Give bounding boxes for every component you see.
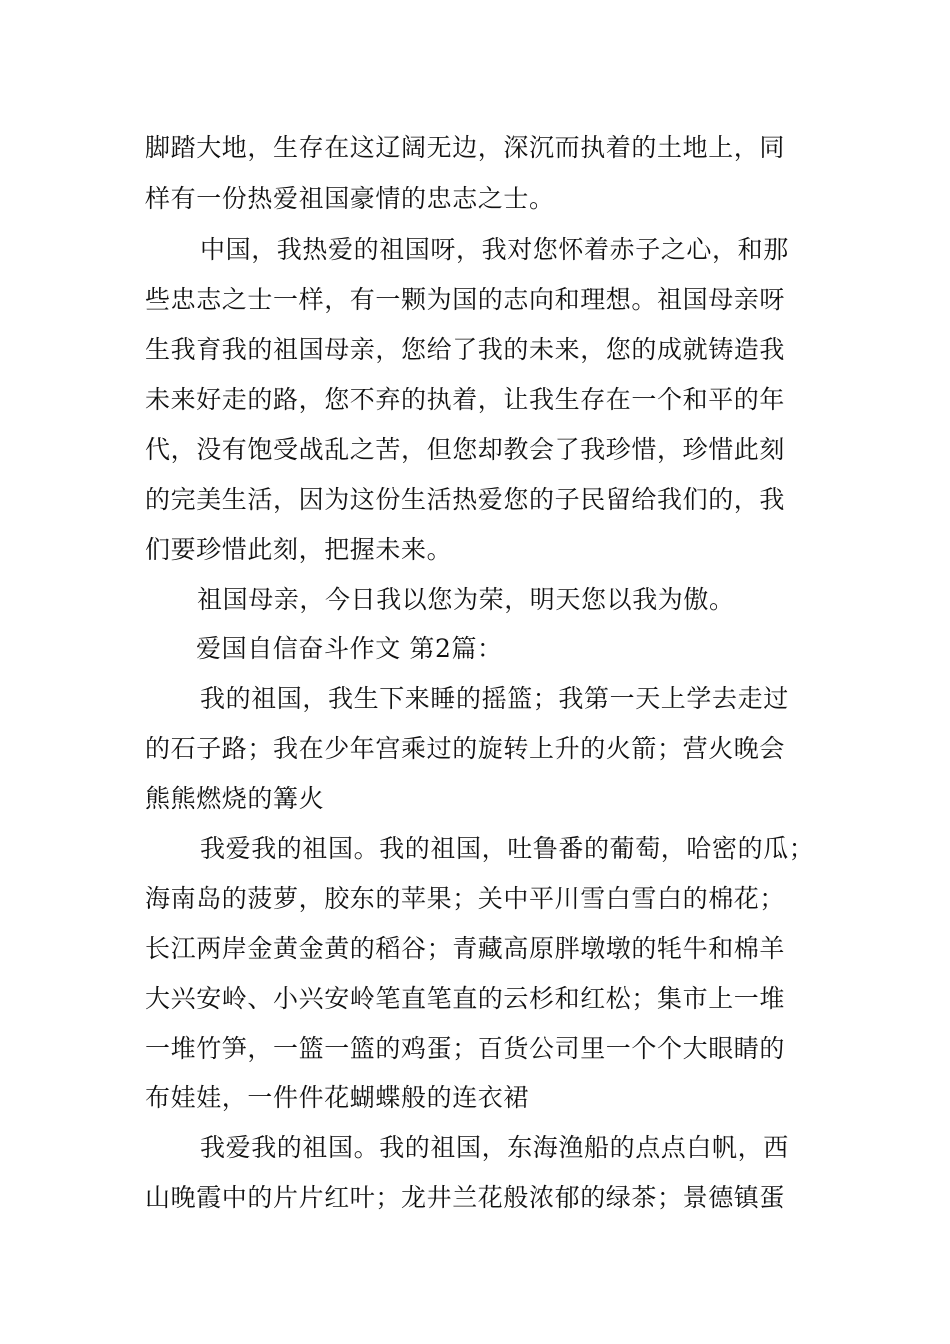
text-line: 长江两岸金黄金黄的稻谷；青藏高原胖墩墩的牦牛和棉羊	[145, 934, 786, 963]
text-line: 中国，我热爱的祖国呀，我对您怀着赤子之心，和那	[200, 235, 789, 264]
text-line: 祖国母亲，今日我以您为荣，明天您以我为傲。	[197, 585, 735, 614]
text-line: 山晚霞中的片片红叶；龙井兰花般浓郁的绿茶；景德镇蛋	[145, 1183, 786, 1212]
text-line: 代，没有饱受战乱之苦，但您却教会了我珍惜，珍惜此刻	[145, 435, 786, 464]
text-line: 脚踏大地，生存在这辽阔无边，深沉而执着的土地上，同	[145, 133, 786, 162]
text-line: 熊熊燃烧的篝火	[145, 784, 325, 813]
text-line: 布娃娃，一件件花蝴蝶般的连衣裙	[145, 1083, 530, 1112]
text-line: 我爱我的祖国。我的祖国，东海渔船的点点白帆，西	[200, 1133, 789, 1162]
text-line: 我爱我的祖国。我的祖国，吐鲁番的葡萄，哈密的瓜；	[200, 834, 815, 863]
text-line: 的完美生活，因为这份生活热爱您的子民留给我们的，我	[145, 485, 786, 514]
text-line: 未来好走的路，您不弃的执着，让我生存在一个和平的年	[145, 385, 786, 414]
text-line: 样有一份热爱祖国豪情的忠志之士。	[145, 184, 555, 213]
text-line: 们要珍惜此刻，把握未来。	[145, 535, 453, 564]
section-heading: 爱国自信奋斗作文 第2篇：	[196, 634, 503, 663]
text-line: 大兴安岭、小兴安岭笔直笔直的云杉和红松；集市上一堆	[145, 984, 786, 1013]
text-line: 海南岛的菠萝，胶东的苹果；关中平川雪白雪白的棉花；	[145, 884, 786, 913]
text-line: 生我育我的祖国母亲，您给了我的未来，您的成就铸造我	[145, 335, 786, 364]
text-line: 一堆竹笋，一篮一篮的鸡蛋；百货公司里一个个大眼睛的	[145, 1034, 786, 1063]
text-line: 我的祖国，我生下来睡的摇篮；我第一天上学去走过	[200, 684, 789, 713]
text-line: 些忠志之士一样，有一颗为国的志向和理想。祖国母亲呀	[145, 285, 786, 314]
text-line: 的石子路；我在少年宫乘过的旋转上升的火箭；营火晚会	[145, 734, 786, 763]
